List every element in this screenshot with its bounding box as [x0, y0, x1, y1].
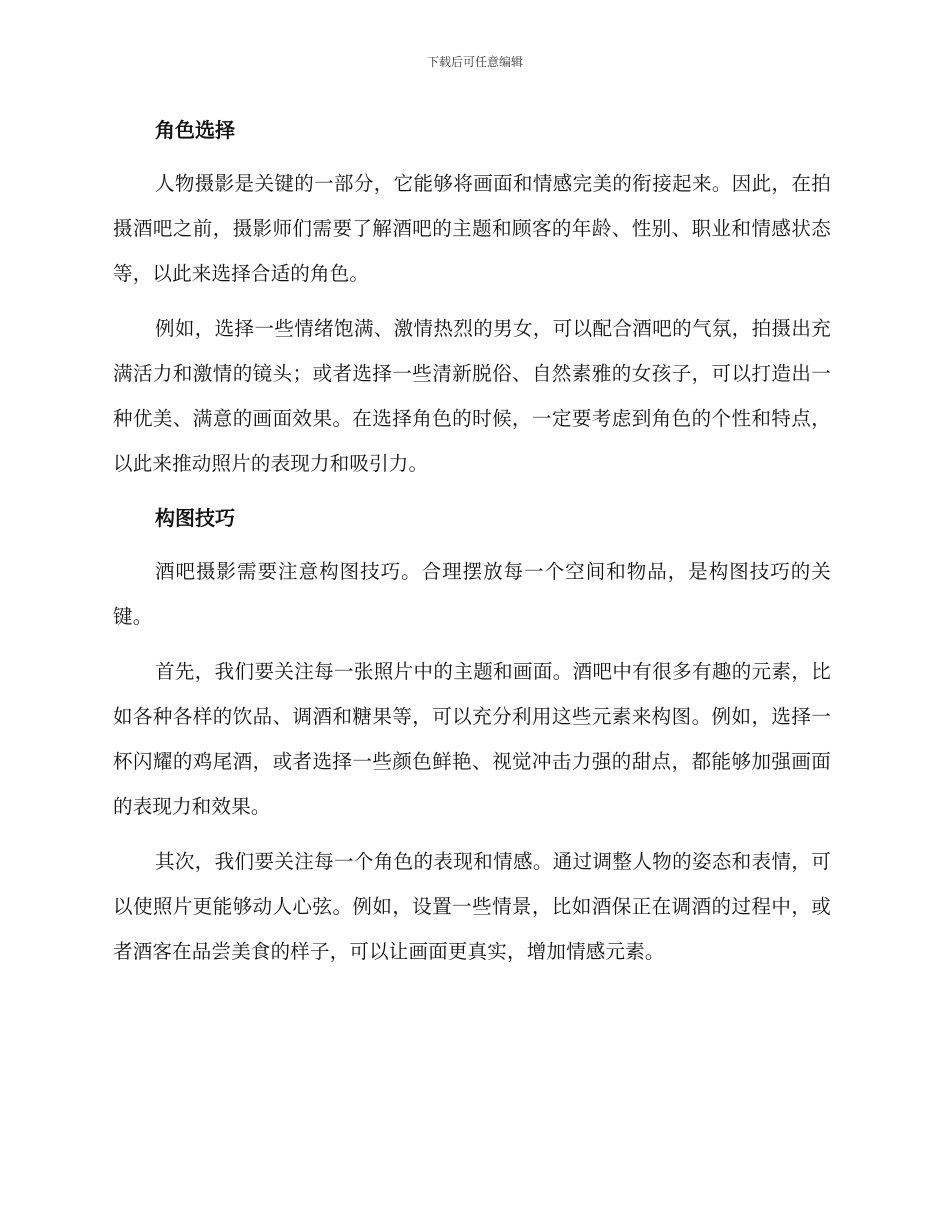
section-heading: 角色选择 [155, 118, 235, 142]
paragraph: 酒吧摄影需要注意构图技巧。合理摆放每一个空间和物品，是构图技巧的关键。 [113, 560, 831, 628]
paragraph: 人物摄影是关键的一部分，它能够将画面和情感完美的衔接起来。因此，在拍摄酒吧之前，摄影师们需要了解酒吧的主题和顾客的年龄、性别、职业和情感状态等，以此来选择合适的角色。 [113, 172, 831, 285]
page-header: 下载后可任意编辑 [426, 55, 523, 69]
paragraph: 首先，我们要关注每一张照片中的主题和画面。酒吧中有很多有趣的元素，比如各种各样的饮品、调酒和糖果等，可以充分利用这些元素来构图。例如，选择一杯闪耀的鸡尾酒，或者选择一些颜色鲜艳、视觉冲击力强的甜点，都能够加强画面的表现力和效果。 [113, 660, 831, 818]
paragraph: 其次，我们要关注每一个角色的表现和情感。通过调整人物的姿态和表情，可以使照片更能够动人心弦。例如，设置一些情景，比如酒保正在调酒的过程中，或者酒客在品尝美食的样子，可以让画面更真实，增加情感元素。 [113, 850, 831, 963]
document-body [113, 108, 831, 984]
section-heading: 构图技巧 [155, 506, 235, 530]
section-role-selection [113, 108, 831, 486]
section-composition-techniques [113, 496, 831, 974]
paragraph: 例如，选择一些情绪饱满、激情热烈的男女，可以配合酒吧的气氛，拍摄出充满活力和激情的镜头；或者选择一些清新脱俗、自然素雅的女孩子，可以打造出一种优美、满意的画面效果。在选择角色的时候，一定要考虑到角色的个性和特点，以此来推动照片的表现力和吸引力。 [113, 317, 831, 475]
